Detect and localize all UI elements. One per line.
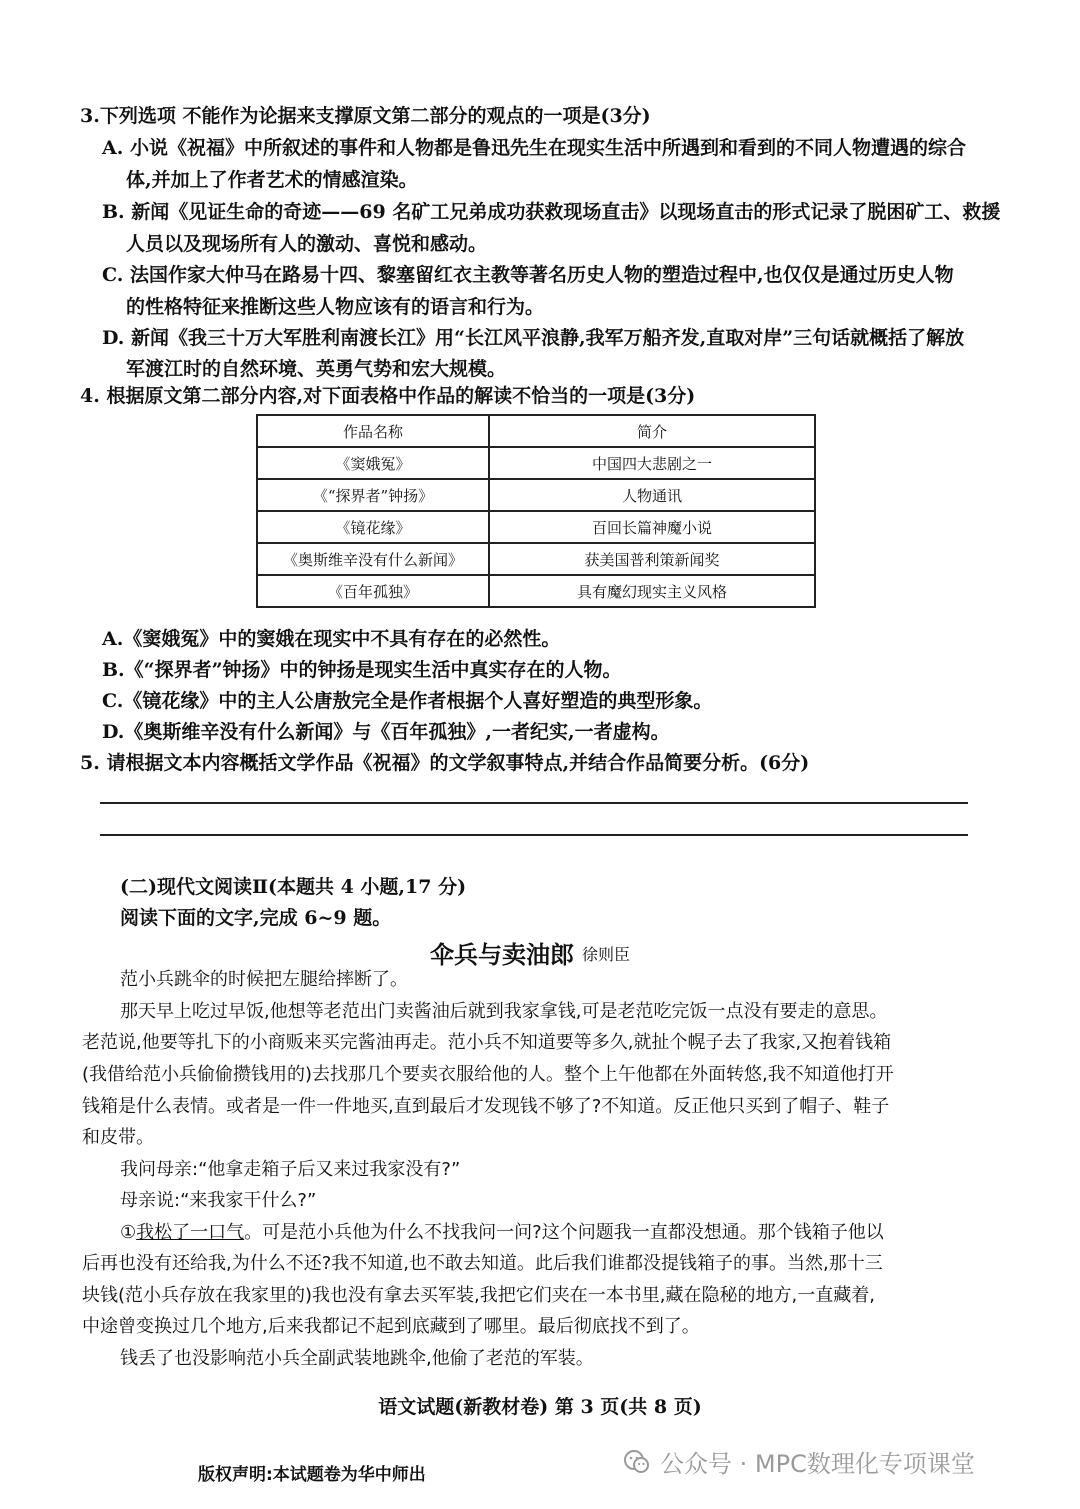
section-instruction: 阅读下面的文字,完成 6~9 题。 <box>120 907 392 929</box>
passage-text: 。可是范小兵他为什么不找我问一问?这个问题我一直都没想通。那个钱箱子他以 <box>244 1222 884 1243</box>
table-cell: 《镜花缘》 <box>257 511 489 543</box>
table-cell: 《百年孤独》 <box>257 575 489 607</box>
q4-option-d: D.《奥斯维辛没有什么新闻》与《百年孤独》,一者纪实,一者虚构。 <box>102 721 670 743</box>
table-row <box>257 447 815 479</box>
q3-option-d-line2: 军渡江时的自然环境、英勇气势和宏大规模。 <box>126 358 507 380</box>
passage-line: 老范说,他要等扎下的小商贩来买完酱油再走。范小兵不知道要等多久,就扯个幌子去了我家,又抱着钱箱 <box>82 1032 892 1053</box>
watermark-text: 公众号 · MPC数理化专项课堂 <box>660 1450 975 1478</box>
passage-paragraph: 范小兵跳伞的时候把左腿给摔断了。 <box>120 969 408 990</box>
section-header: (二)现代文阅读Ⅱ(本题共 4 小题,17 分) <box>120 876 467 898</box>
passage-line: 块钱(范小兵存放在我家里的)我也没有拿去买军装,我把它们夹在一本书里,藏在隐秘的地方,一直藏着, <box>82 1285 875 1306</box>
table-row <box>257 511 815 543</box>
q5-stem: 5. 请根据文本内容概括文学作品《祝福》的文学叙事特点,并结合作品简要分析。(6分) <box>80 752 810 774</box>
q3-option-b-line1: B. 新闻《见证生命的奇迹——69 名矿工兄弟成功获救现场直击》以现场直击的形式记录了脱困矿工、救援 <box>102 201 1001 223</box>
table-row <box>257 543 815 575</box>
passage-line: 钱箱是什么表情。或者是一件一件地买,直到最后才发现钱不够了?不知道。反正他只买到了帽子、鞋子 <box>82 1096 890 1117</box>
q3-stem: 3.下列选项 不能作为论据来支撑原文第二部分的观点的一项是(3分) <box>80 105 651 127</box>
underlined-sentence: 我松了一口气 <box>136 1222 245 1243</box>
q4-option-a: A.《窦娥冤》中的窦娥在现实中不具有存在的必然性。 <box>102 628 561 650</box>
wechat-watermark <box>622 1444 975 1479</box>
table-cell: 人物通讯 <box>489 479 815 511</box>
q4-option-b: B.《“探界者”钟扬》中的钟扬是现实生活中真实存在的人物。 <box>102 659 622 681</box>
q4-option-c: C.《镜花缘》中的主人公唐敖完全是作者根据个人喜好塑造的典型形象。 <box>102 690 713 712</box>
passage-paragraph: 钱丢了也没影响范小兵全副武装地跳伞,他偷了老范的军装。 <box>120 1348 594 1369</box>
q3-option-c-line1: C. 法国作家大仲马在路易十四、黎塞留红衣主教等著名历史人物的塑造过程中,也仅仅是通过历史人物 <box>102 264 954 286</box>
q3-option-d-line1: D. 新闻《我三十万大军胜利南渡长江》用“长江风平浪静,我军万船齐发,直取对岸”三句话就概括了解放 <box>102 327 965 349</box>
q3-option-b-line2: 人员以及现场所有人的激动、喜悦和感动。 <box>126 233 488 255</box>
table-cell: 《窦娥冤》 <box>257 447 489 479</box>
wechat-icon <box>622 1447 652 1477</box>
answer-line[interactable] <box>100 802 968 804</box>
passage-paragraph: 我问母亲:“他拿走箱子后又来过我家没有?” <box>120 1159 461 1180</box>
passage-title: 伞兵与卖油郎 <box>430 940 574 969</box>
passage-line: 和皮带。 <box>82 1127 154 1148</box>
table-cell: 百回长篇神魔小说 <box>489 511 815 543</box>
table-row <box>257 479 815 511</box>
table-cell: 具有魔幻现实主义风格 <box>489 575 815 607</box>
table-cell: 获美国普利策新闻奖 <box>489 543 815 575</box>
works-table <box>256 414 816 608</box>
table-row <box>257 575 815 607</box>
passage-line: 后再也没有还给我,为什么不还?我不知道,也不敢去知道。此后我们谁都没提钱箱子的事。当然,那十三 <box>82 1253 883 1274</box>
passage-author: 徐则臣 <box>582 945 631 964</box>
passage-line: (我借给范小兵偷偷攒钱用的)去找那几个要卖衣服给他的人。整个上午他都在外面转悠,我不知道他打开 <box>82 1064 894 1085</box>
q3-option-a-line1: A. 小说《祝福》中所叙述的事件和人物都是鲁迅先生在现实生活中所遇到和看到的不同人物遭遇的综合 <box>102 137 966 159</box>
table-header-cell: 作品名称 <box>257 415 489 447</box>
passage-line <box>120 1220 884 1246</box>
q3-option-a-line2: 体,并加上了作者艺术的情感渲染。 <box>126 169 418 191</box>
q4-stem: 4. 根据原文第二部分内容,对下面表格中作品的解读不恰当的一项是(3分) <box>80 385 696 407</box>
table-cell: 《“探界者”钟扬》 <box>257 479 489 511</box>
table-cell: 中国四大悲剧之一 <box>489 447 815 479</box>
passage-paragraph: 母亲说:“来我家干什么?” <box>120 1190 317 1211</box>
passage-line: 那天早上吃过早饭,他想等老范出门卖酱油后就到我家拿钱,可是老范吃完饭一点没有要走的意思。 <box>120 1001 888 1022</box>
q3-option-c-line2: 的性格特征来推断这些人物应该有的语言和行为。 <box>126 296 545 318</box>
page-footer: 语文试题(新教材卷) 第 3 页(共 8 页) <box>378 1396 702 1418</box>
passage-line: 中途曾变换过几个地方,后来我都记不起到底藏到了哪里。最后彻底找不到了。 <box>82 1316 700 1337</box>
table-header-cell: 简介 <box>489 415 815 447</box>
table-header-row <box>257 415 815 447</box>
copyright-notice: 版权声明:本试题卷为华中师出 <box>198 1465 426 1485</box>
table-cell: 《奥斯维辛没有什么新闻》 <box>257 543 489 575</box>
answer-line[interactable] <box>100 834 968 836</box>
sentence-marker: ① <box>120 1222 137 1243</box>
